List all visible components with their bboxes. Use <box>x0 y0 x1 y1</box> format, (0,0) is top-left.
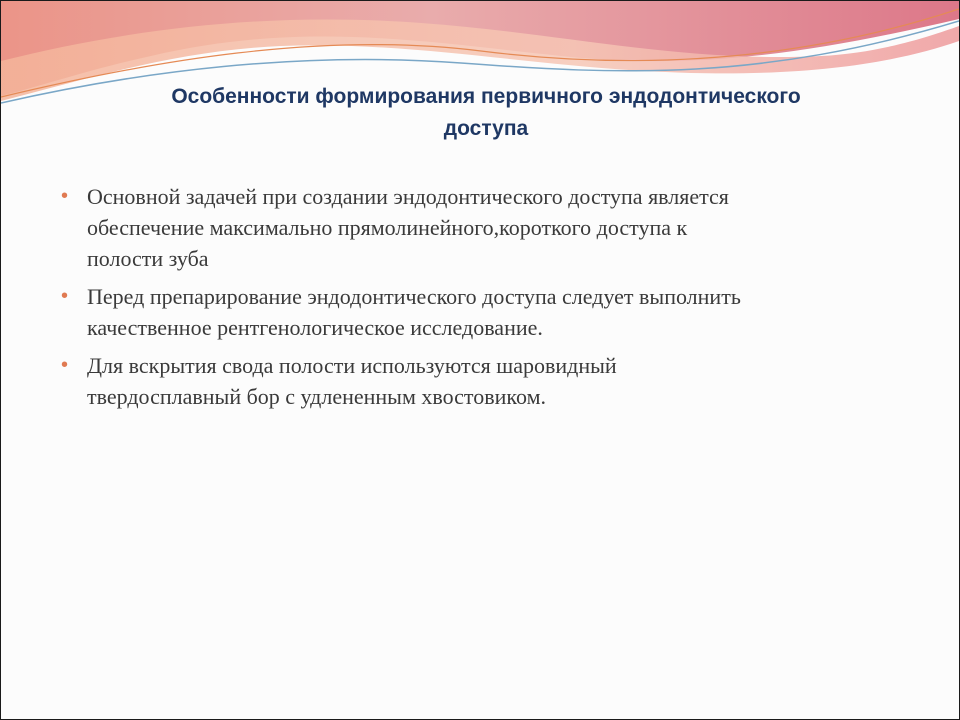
text-line: Перед препарирование эндодонтического доступа следует выполнить <box>87 284 741 309</box>
bullet-dot-icon: • <box>61 185 69 207</box>
slide-title <box>61 81 911 145</box>
title-line: доступа <box>443 117 529 140</box>
bullet-text <box>87 350 901 412</box>
title-line: Особенности формирования первичного эндодонтического <box>171 85 801 108</box>
bullet-list <box>61 181 901 419</box>
list-item <box>61 350 901 412</box>
text-line: качественное рентгенологическое исследование. <box>87 315 543 340</box>
text-line: Основной задачей при создании эндодонтического доступа является <box>87 184 729 209</box>
text-line: твердосплавный бор с удлененным хвостовиком. <box>87 384 546 409</box>
list-item <box>61 281 901 343</box>
bullet-dot-icon: • <box>61 354 69 376</box>
text-line: обеспечение максимально прямолинейного,короткого доступа к <box>87 215 688 240</box>
text-line: Для вскрытия свода полости используются шаровидный <box>87 353 617 378</box>
text-line: полости зуба <box>87 246 209 271</box>
list-item <box>61 181 901 274</box>
bullet-dot-icon: • <box>61 285 69 307</box>
bullet-text <box>87 281 901 343</box>
bullet-text <box>87 181 901 274</box>
